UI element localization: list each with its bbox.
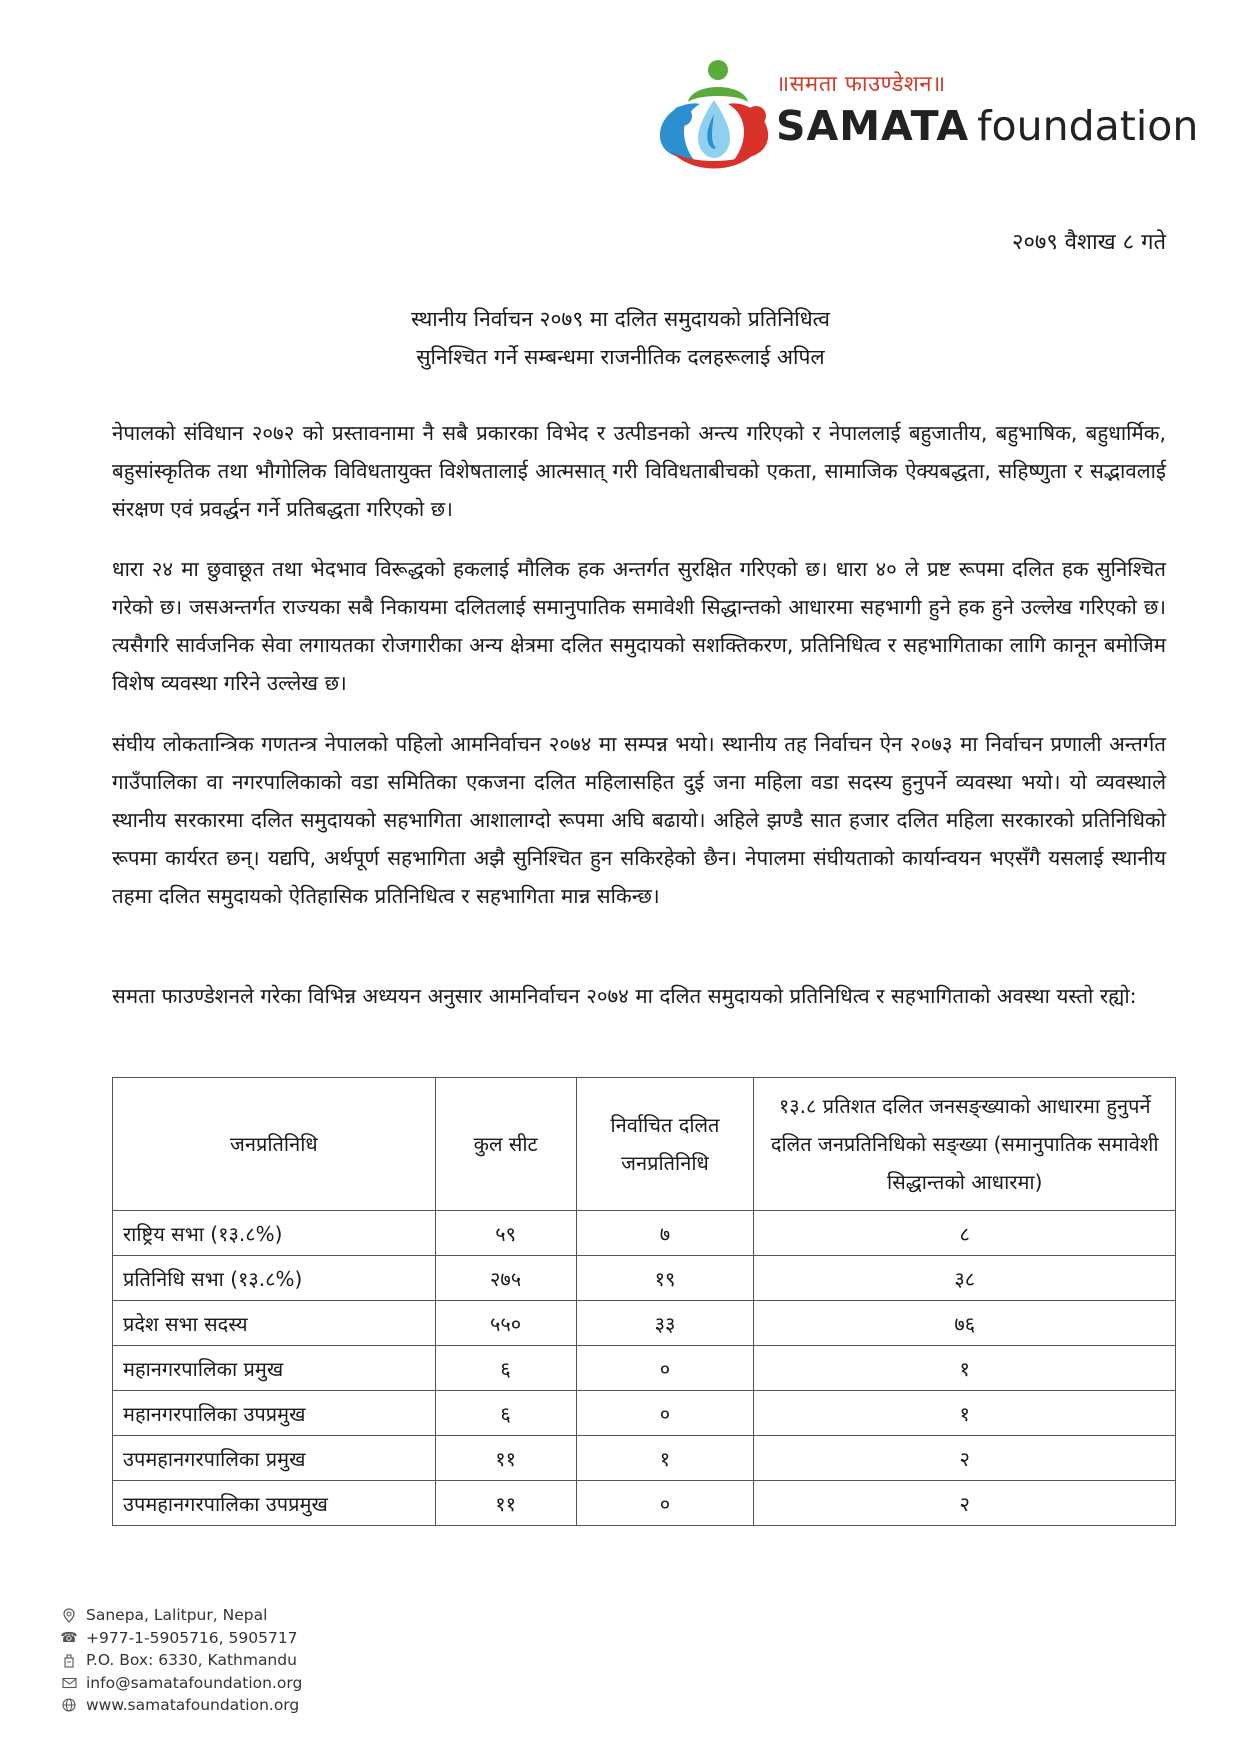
organization-logo xyxy=(652,56,1199,176)
required-dalit-cell: २ xyxy=(754,1481,1176,1526)
total-seats-cell: ११ xyxy=(435,1481,576,1526)
table-row xyxy=(113,1481,1176,1526)
organization-name xyxy=(776,102,1198,150)
contact-footer xyxy=(60,1604,302,1717)
footer-phone xyxy=(60,1627,302,1650)
elected-dalit-cell: ० xyxy=(576,1481,754,1526)
total-seats-cell: २७५ xyxy=(435,1256,576,1301)
footer-email xyxy=(60,1672,302,1695)
elected-dalit-cell: ० xyxy=(576,1346,754,1391)
elected-dalit-cell: १९ xyxy=(576,1256,754,1301)
elected-dalit-cell: ३३ xyxy=(576,1301,754,1346)
row-label: उपमहानगरपालिका उपप्रमुख xyxy=(113,1481,436,1526)
email-link[interactable]: info@samatafoundation.org xyxy=(86,1673,303,1692)
required-dalit-cell: ७६ xyxy=(754,1301,1176,1346)
required-dalit-cell: ३८ xyxy=(754,1256,1176,1301)
total-seats-cell: ६ xyxy=(435,1346,576,1391)
header-elected-dalit: निर्वाचित दलित जनप्रतिनिधि xyxy=(576,1078,754,1211)
subject-line-2: सुनिश्चित गर्ने सम्बन्धमा राजनीतिक दलहरूलाई अपिल xyxy=(416,345,825,369)
organization-name-light: foundation xyxy=(977,102,1199,150)
required-dalit-cell: १ xyxy=(754,1346,1176,1391)
footer-website xyxy=(60,1694,302,1717)
footer-address xyxy=(60,1604,302,1627)
header-required-dalit: १३.८ प्रतिशत दलित जनसङ्ख्याको आधारमा हुनुपर्ने दलित जनप्रतिनिधिको सङ्ख्या (समानुपातिक समावेशी सिद्धान्तको आधारमा) xyxy=(754,1078,1176,1211)
paragraph-election-2074: संघीय लोकतान्त्रिक गणतन्त्र नेपालको पहिलो आमनिर्वाचन २०७४ मा सम्पन्न भयो। स्थानीय तह निर्वाचन ऐन २०७३ मा निर्वाचन प्रणाली अन्तर्गत गाउँपालिका वा नगरपालिकाको वडा समितिका एकजना दलित महिलासहित दुई जना महिला वडा सदस्य हुनुपर्ने व्यवस्था भयो। यो व्यवस्थाले स्थानीय सरकारमा दलित समुदायको सहभागिता आशालाग्दो रूपमा अघि बढायो। अहिले झण्डै सात हजार दलित महिला सरकारको प्रतिनिधिको रूपमा कार्यरत छन्। यद्यपि, अर्थपूर्ण सहभागिता अझै सुनिश्चित हुन सकिरहेको छैन। नेपालमा संघीयताको कार्यान्वयन भएसँगै यसलाई स्थानीय तहमा दलित समुदायको ऐतिहासिक प्रतिनिधित्व र सहभागिता मान्न सकिन्छ। xyxy=(112,732,1166,908)
table-row xyxy=(113,1346,1176,1391)
paragraph-article-rights: धारा २४ मा छुवाछूत तथा भेदभाव विरूद्धको हकलाई मौलिक हक अन्तर्गत सुरक्षित गरिएको छ। धारा ४० ले प्रष्ट रूपमा दलित हक सुनिश्चित गरेको छ। जसअन्तर्गत राज्यका सबै निकायमा दलितलाई समानुपातिक समावेशी सिद्धान्तको आधारमा सहभागी हुने हक हुने उल्लेख गरिएको छ। त्यसैगरि सार्वजनिक सेवा लगायतका रोजगारीका अन्य क्षेत्रमा दलित समुदायको सशक्तिकरण, प्रतिनिधित्व र सहभागिताका लागि कानून बमोजिम विशेष व्यवस्था गरिने उल्लेख छ। xyxy=(112,557,1166,695)
phone-text: +977-1-5905716, 5905717 xyxy=(86,1628,298,1647)
row-label: प्रतिनिधि सभा (१३.८%) xyxy=(113,1256,436,1301)
row-label: प्रदेश सभा सदस्य xyxy=(113,1301,436,1346)
total-seats-cell: ६ xyxy=(435,1391,576,1436)
phone-icon: ☎ xyxy=(60,1629,78,1646)
row-label: उपमहानगरपालिका प्रमुख xyxy=(113,1436,436,1481)
pobox-text: P.O. Box: 6330, Kathmandu xyxy=(86,1651,297,1669)
total-seats-cell: ५९ xyxy=(435,1211,576,1256)
organization-name-bold: SAMATA xyxy=(776,102,970,150)
letter-subject xyxy=(0,300,1241,376)
elected-dalit-cell: ७ xyxy=(576,1211,754,1256)
header-total-seats: कुल सीट xyxy=(435,1078,576,1211)
table-row xyxy=(113,1211,1176,1256)
representation-table xyxy=(112,1077,1176,1526)
row-label: महानगरपालिका प्रमुख xyxy=(113,1346,436,1391)
samata-logo-mark-icon xyxy=(652,56,776,174)
letter-date: २०७९ वैशाख ८ गते xyxy=(1012,230,1166,255)
table-row xyxy=(113,1391,1176,1436)
required-dalit-cell: २ xyxy=(754,1436,1176,1481)
footer-pobox xyxy=(60,1649,302,1672)
email-icon xyxy=(60,1675,78,1691)
row-label: राष्ट्रिय सभा (१३.८%) xyxy=(113,1211,436,1256)
total-seats-cell: ११ xyxy=(435,1436,576,1481)
subject-line-1: स्थानीय निर्वाचन २०७९ मा दलित समुदायको प्रतिनिधित्व xyxy=(411,307,830,331)
required-dalit-cell: १ xyxy=(754,1391,1176,1436)
location-pin-icon xyxy=(60,1607,78,1623)
address-text: Sanepa, Lalitpur, Nepal xyxy=(86,1606,268,1624)
elected-dalit-cell: ० xyxy=(576,1391,754,1436)
paragraph-study-intro: समता फाउण्डेशनले गरेका विभिन्न अध्ययन अनुसार आमनिर्वाचन २०७४ मा दलित समुदायको प्रतिनिधित्व र सहभागिताको अवस्था यस्तो रह्यो: xyxy=(112,984,1137,1008)
organization-name-devanagari: ॥समता फाउण्डेशन॥ xyxy=(776,72,946,97)
table-row xyxy=(113,1256,1176,1301)
globe-icon xyxy=(60,1697,78,1713)
total-seats-cell: ५५० xyxy=(435,1301,576,1346)
website-link[interactable]: www.samatafoundation.org xyxy=(86,1696,300,1714)
row-label: महानगरपालिका उपप्रमुख xyxy=(113,1391,436,1436)
required-dalit-cell: ८ xyxy=(754,1211,1176,1256)
elected-dalit-cell: १ xyxy=(576,1436,754,1481)
table-row xyxy=(113,1436,1176,1481)
table-header-row xyxy=(113,1078,1176,1211)
mailbox-icon xyxy=(60,1652,78,1668)
header-representative: जनप्रतिनिधि xyxy=(113,1078,436,1211)
table-row xyxy=(113,1301,1176,1346)
paragraph-constitution: नेपालको संविधान २०७२ को प्रस्तावनामा नै सबै प्रकारका विभेद र उत्पीडनको अन्त्य गरिएको र नेपाललाई बहुजातीय, बहुभाषिक, बहुधार्मिक, बहुसांस्कृतिक तथा भौगोलिक विविधतायुक्त विशेषतालाई आत्मसात् गरी विविधताबीचको एकता, सामाजिक ऐक्यबद्धता, सहिष्णुता र सद्भावलाई संरक्षण एवं प्रवर्द्धन गर्ने प्रतिबद्धता गरिएको छ। xyxy=(112,421,1166,521)
